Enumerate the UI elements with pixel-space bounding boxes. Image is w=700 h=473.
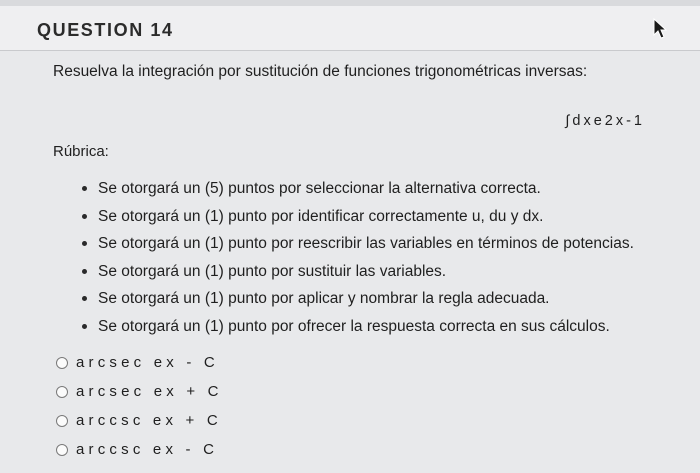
bullet-icon bbox=[82, 214, 87, 219]
question-prompt: Resuelva la integración por sustitución de funciones trigonométricas inversas: bbox=[53, 63, 588, 80]
answer-option-label: arcsec ex - C bbox=[76, 354, 219, 371]
answer-option-1[interactable] bbox=[56, 348, 223, 377]
question-content bbox=[0, 51, 700, 473]
radio-button-icon[interactable] bbox=[56, 357, 68, 369]
answer-options bbox=[56, 348, 223, 464]
rubric-item-text: Se otorgará un (1) punto por identificar correctamente u, du y dx. bbox=[98, 207, 544, 225]
bullet-icon bbox=[82, 186, 87, 191]
rubric-list bbox=[80, 175, 634, 341]
rubric-item bbox=[80, 285, 634, 313]
rubric-label: Rúbrica: bbox=[53, 143, 109, 160]
radio-button-icon[interactable] bbox=[56, 444, 68, 456]
answer-option-label: arccsc ex + C bbox=[76, 412, 222, 429]
rubric-item bbox=[80, 175, 634, 203]
rubric-item bbox=[80, 313, 634, 341]
rubric-item-text: Se otorgará un (1) punto por aplicar y nombrar la regla adecuada. bbox=[98, 290, 550, 308]
radio-button-icon[interactable] bbox=[56, 386, 68, 398]
mouse-cursor-icon bbox=[652, 18, 668, 40]
bullet-icon bbox=[82, 241, 87, 246]
rubric-item bbox=[80, 258, 634, 286]
rubric-item-text: Se otorgará un (1) punto por reescribir las variables en términos de potencias. bbox=[98, 235, 634, 253]
radio-button-icon[interactable] bbox=[56, 415, 68, 427]
integral-formula: ∫dxe2x-1 bbox=[565, 113, 645, 129]
answer-option-label: arcsec ex + C bbox=[76, 383, 223, 400]
rubric-item-text: Se otorgará un (5) puntos por seleccionar la alternativa correcta. bbox=[98, 180, 541, 197]
rubric-item bbox=[80, 230, 634, 258]
bullet-icon bbox=[82, 296, 87, 301]
question-header bbox=[0, 6, 700, 51]
answer-option-2[interactable] bbox=[56, 377, 223, 406]
question-title: QUESTION 14 bbox=[37, 20, 174, 40]
rubric-item-text: Se otorgará un (1) punto por ofrecer la respuesta correcta en sus cálculos. bbox=[98, 317, 610, 335]
answer-option-label: arccsc ex - C bbox=[76, 441, 219, 458]
bullet-icon bbox=[82, 269, 87, 274]
rubric-item bbox=[80, 203, 634, 231]
bullet-icon bbox=[82, 324, 87, 329]
answer-option-3[interactable] bbox=[56, 406, 223, 435]
rubric-item-text: Se otorgará un (1) punto por sustituir las variables. bbox=[98, 262, 447, 280]
answer-option-4[interactable] bbox=[56, 435, 223, 464]
